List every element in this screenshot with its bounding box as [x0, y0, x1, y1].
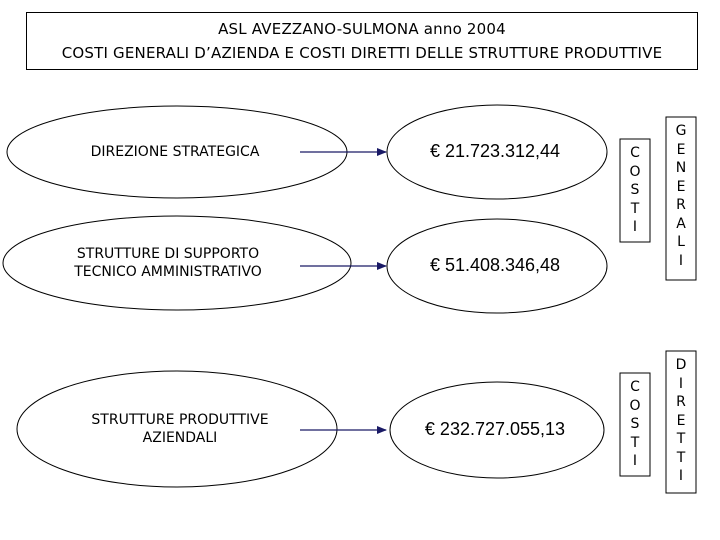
vertical-text-diretti-letter: D	[675, 357, 687, 373]
vertical-text-costi-top-letter: O	[629, 163, 641, 180]
vertical-text-generali	[666, 122, 696, 270]
vertical-text-generali-letter: I	[678, 252, 684, 269]
vertical-text-generali-letter: E	[676, 178, 686, 195]
label-supporto: STRUTTURE DI SUPPORTO TECNICO AMMINISTRATIVO	[74, 246, 262, 280]
vertical-text-generali-letter: G	[675, 123, 687, 139]
vertical-text-generali-letter: E	[676, 141, 686, 158]
vertical-text-generali-letter: A	[676, 215, 686, 232]
vertical-text-generali-letter: R	[676, 197, 686, 213]
label-direzione: DIREZIONE STRATEGICA	[90, 144, 260, 160]
vertical-text-costi-bottom	[620, 378, 650, 471]
title-line-1: ASL AVEZZANO-SULMONA anno 2004	[218, 20, 506, 38]
vertical-text-diretti-letter: T	[676, 431, 686, 447]
vertical-text-diretti-letter: T	[676, 449, 686, 466]
vertical-text-diretti-letter: I	[678, 468, 684, 484]
vertical-text-costi-top-letter: I	[632, 219, 638, 235]
vertical-text-costi-bottom-letter: O	[629, 397, 641, 414]
vertical-text-diretti-letter: R	[676, 394, 686, 410]
vertical-text-diretti-letter: E	[676, 412, 686, 429]
vertical-text-costi-bottom-letter: I	[632, 453, 638, 469]
amount-1: € 21.723.312,44	[429, 140, 561, 161]
vertical-text-generali-letter: N	[675, 160, 687, 176]
vertical-text-costi-top	[620, 144, 650, 237]
vertical-text-costi-bottom-letter: T	[630, 434, 640, 451]
vertical-text-costi-top-letter: C	[630, 145, 640, 161]
title-line-2: COSTI GENERALI D’AZIENDA E COSTI DIRETTI DELLE STRUTTURE PRODUTTIVE	[61, 44, 663, 62]
vertical-text-costi-top-letter: T	[630, 200, 640, 217]
vertical-text-diretti-letter: I	[678, 375, 684, 392]
vertical-text-costi-bottom-letter: C	[630, 379, 640, 395]
vertical-text-costi-bottom-letter: S	[630, 416, 640, 432]
vertical-text-costi-top-letter: S	[630, 182, 640, 198]
label-produttive: STRUTTURE PRODUTTIVE AZIENDALI	[91, 412, 269, 446]
vertical-text-generali-letter: L	[677, 234, 685, 250]
amount-3: € 232.727.055,13	[424, 418, 566, 439]
amount-2: € 51.408.346,48	[429, 254, 561, 275]
vertical-text-diretti	[666, 356, 696, 486]
